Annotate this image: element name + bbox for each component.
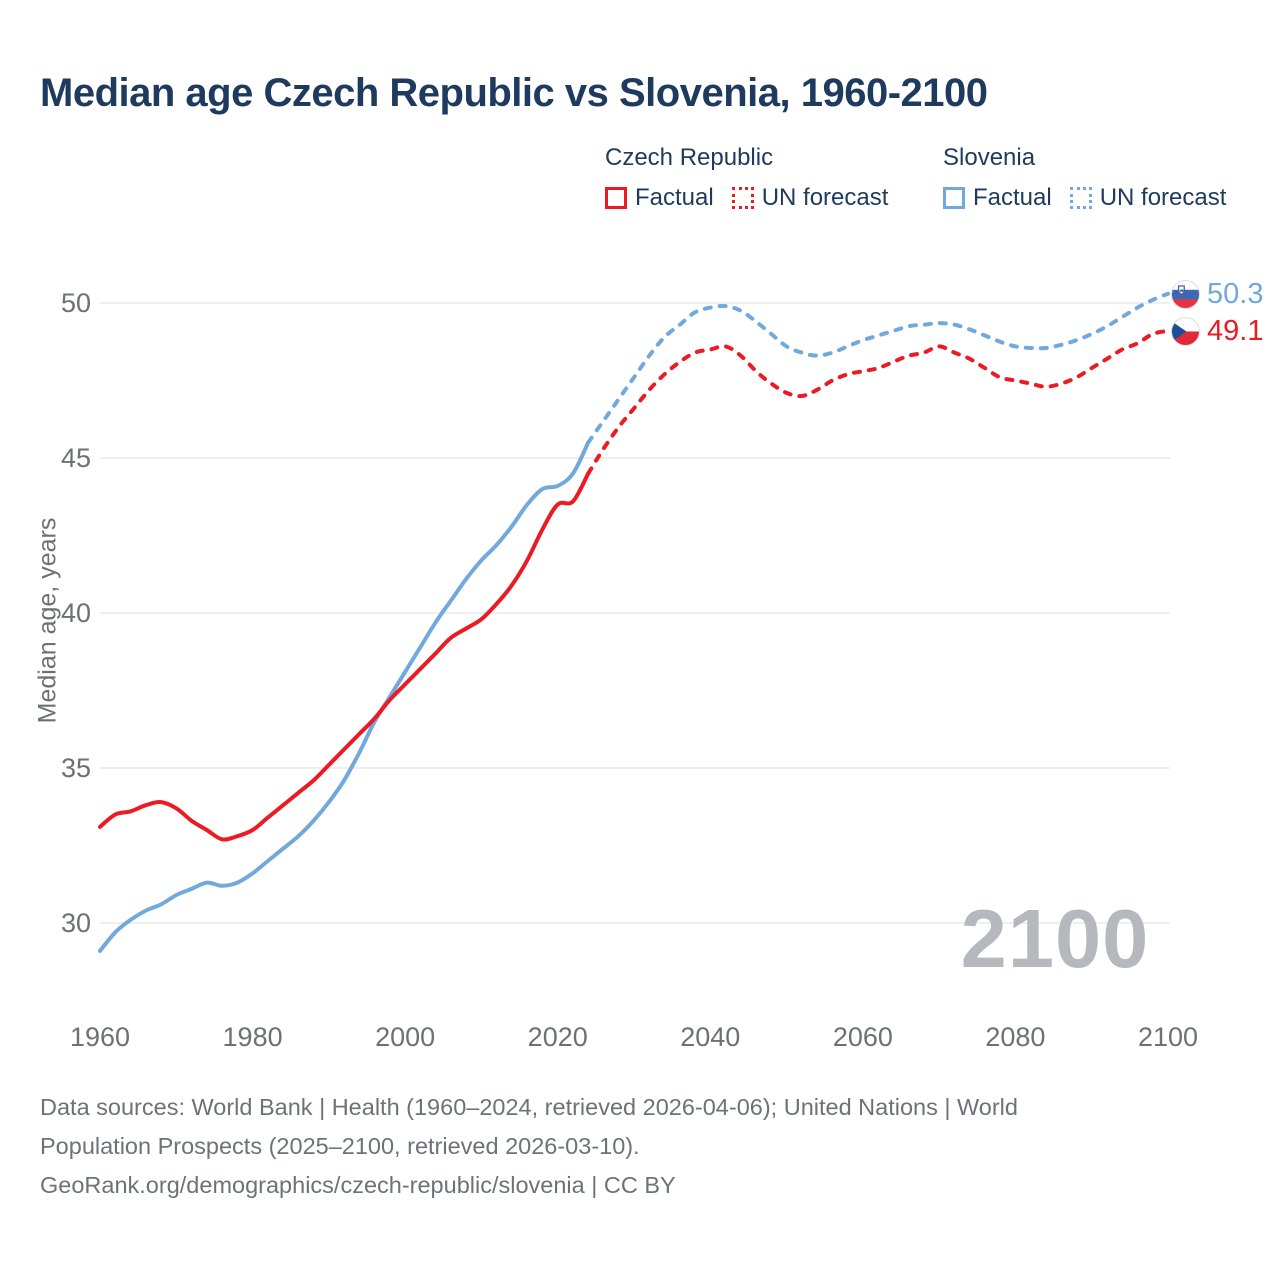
watermark-year: 2100 <box>960 892 1150 985</box>
y-tick-label-30: 30 <box>60 908 91 938</box>
x-tick-label-1960: 1960 <box>69 1022 131 1052</box>
y-tick-label-45: 45 <box>60 443 91 473</box>
footer-line-1: Data sources: World Bank | Health (1960–2024, retrieved 2026-04-06); United Nations | World <box>40 1094 1018 1120</box>
czech-republic-flag-icon <box>1171 317 1200 346</box>
y-tick-label-35: 35 <box>60 753 91 783</box>
y-tick-label-50: 50 <box>60 288 91 318</box>
end-value-czech: 49.1 <box>1207 315 1264 347</box>
legend-label: Factual <box>973 184 1052 211</box>
end-label-czech <box>1171 315 1263 348</box>
legend-label: UN forecast <box>761 184 889 211</box>
series-path-slovenia-un-forecast <box>588 294 1168 443</box>
end-value-slovenia: 50.3 <box>1207 278 1264 310</box>
footer-line-3: GeoRank.org/demographics/czech-republic/slovenia | CC BY <box>40 1172 676 1198</box>
legend-header-czech: Czech Republic <box>605 144 774 171</box>
legend-label: Factual <box>635 184 714 211</box>
x-tick-label-2020: 2020 <box>527 1022 588 1052</box>
series-path-slovenia-factual <box>100 443 588 951</box>
x-tick-label-1980: 1980 <box>222 1022 283 1052</box>
x-tick-label-2040: 2040 <box>680 1022 741 1052</box>
x-tick-label-2000: 2000 <box>375 1022 436 1052</box>
y-tick-label-40: 40 <box>60 598 91 628</box>
y-axis-title: Median age, years <box>33 517 62 724</box>
footer-line-2: Population Prospects (2025–2100, retrieved 2026-03-10). <box>40 1133 640 1159</box>
end-label-slovenia <box>1171 278 1263 311</box>
series-path-czech-republic-factual <box>100 474 588 840</box>
x-tick-label-2080: 2080 <box>985 1022 1046 1052</box>
page-title: Median age Czech Republic vs Slovenia, 1960-2100 <box>40 71 988 115</box>
legend-label: UN forecast <box>1099 184 1227 211</box>
data-sources-note <box>40 1088 1240 1205</box>
x-tick-label-2060: 2060 <box>832 1022 893 1052</box>
slovenia-flag-icon <box>1171 280 1200 309</box>
legend-header-slovenia: Slovenia <box>943 144 1036 171</box>
series-path-czech-republic-un-forecast <box>588 331 1168 474</box>
x-tick-label-2100: 2100 <box>1137 1022 1199 1052</box>
